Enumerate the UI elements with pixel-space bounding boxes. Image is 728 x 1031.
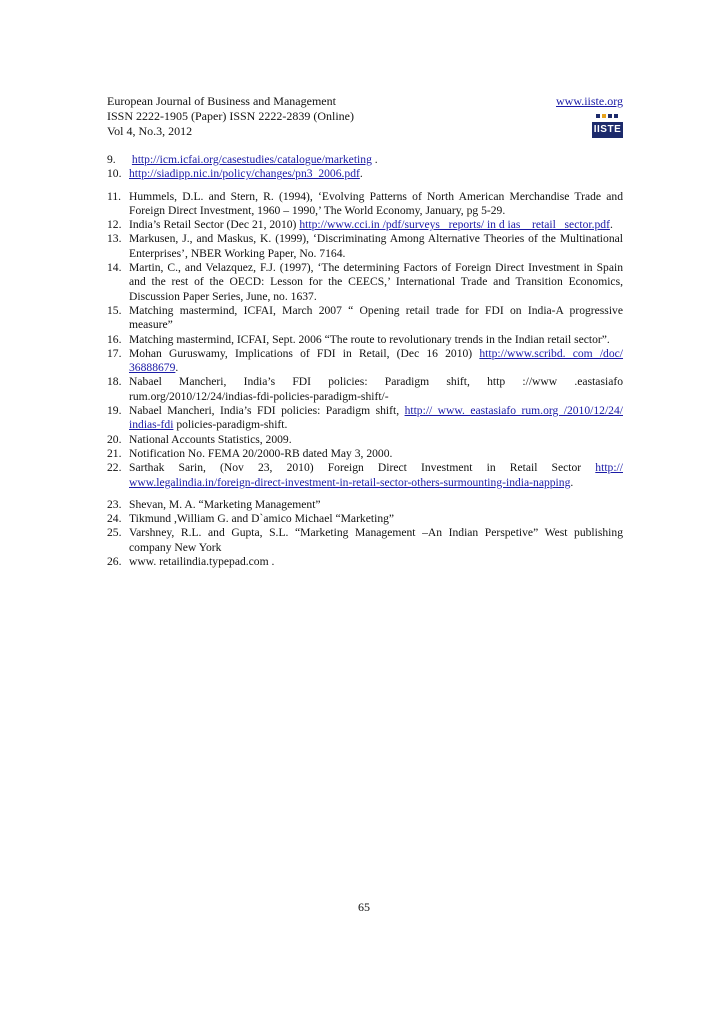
- reference-22: 22. Sarthak Sarin, (Nov 23, 2010) Foreign Direct Investment in Retail Sector http:// www.legalindia.in/foreign-direct-investment-in-retail-sector-others-surmounting-india-napping.: [107, 461, 623, 489]
- reference-16: 16. Matching mastermind, ICFAI, Sept. 2006 “The route to revolutionary trends in the Indian retail sector”.: [107, 332, 610, 346]
- reference-26: 26. www. retailindia.typepad.com .: [107, 555, 275, 569]
- page-header: [107, 94, 623, 139]
- reference-14: 14. Martin, C., and Velazquez, F.J. (1997), ‘The determining Factors of Foreign Direct Investment in Spain and the rest of the OECD: Lesson for the CEECS,’ International Trade and Transition Economics, Discussion Paper Series, June, no. 1637.: [107, 261, 623, 303]
- issn-line: ISSN 2222-1905 (Paper) ISSN 2222-2839 (Online): [107, 109, 354, 123]
- journal-title: European Journal of Business and Management: [107, 94, 336, 108]
- reference-10: 10. http://siadipp.nic.in/policy/changes/pn3_2006.pdf.: [107, 167, 363, 181]
- reference-13: 13. Markusen, J., and Maskus, K. (1999), ‘Discriminating Among Alternative Theories of the Multinational Enterprises’, NBER Working Paper, No. 7164.: [107, 232, 623, 260]
- reference-9: 9. http://icm.icfai.org/casestudies/catalogue/marketing .: [107, 153, 378, 166]
- reference-list: [107, 153, 623, 569]
- reference-21: 21. Notification No. FEMA 20/2000-RB dated May 3, 2000.: [107, 446, 393, 460]
- reference-18: 18. Nabael Mancheri, India’s FDI policies: Paradigm shift, http ://www .eastasiafo rum.org/2010/12/24/indias-fdi-policies-paradigm-shift/-: [107, 375, 623, 403]
- iiste-logo: [592, 112, 623, 138]
- reference-link[interactable]: http://icm.icfai.org/casestudies/catalogue/marketing: [131, 153, 372, 166]
- reference-12: 12. India’s Retail Sector (Dec 21, 2010) http://www.cci.in /pdf/surveys _reports/ in d ias _ retail _sector.pdf.: [107, 218, 613, 232]
- logo-text: IISTE: [592, 122, 623, 138]
- reference-link[interactable]: http://www.cci.in /pdf/surveys _reports/ in d ias _ retail _sector.pdf: [299, 218, 610, 232]
- reference-link[interactable]: http:// www. eastasiafo rum.org /2010/12/24/ indias-fdi: [129, 404, 623, 432]
- reference-link[interactable]: http:// www.legalindia.in/foreign-direct-investment-in-retail-sector-others-surmounting-india-napping: [129, 461, 623, 489]
- page-number: 65: [358, 900, 370, 914]
- reference-25: 25. Varshney, R.L. and Gupta, S.L. “Marketing Management –An Indian Perspetive” West publishing company New York: [107, 526, 623, 554]
- reference-link[interactable]: http://siadipp.nic.in/policy/changes/pn3_2006.pdf: [129, 167, 360, 181]
- reference-15: 15. Matching mastermind, ICFAI, March 2007 “ Opening retail trade for FDI on India-A progressive measure”: [107, 303, 623, 332]
- website-link[interactable]: www.iiste.org: [556, 94, 623, 108]
- reference-24: 24. Tikmund ,William G. and D`amico Michael “Marketing”: [107, 512, 395, 526]
- reference-11: 11. Hummels, D.L. and Stern, R. (1994), ‘Evolving Patterns of North American Merchandise Trade and Foreign Direct Investment, 1960 – 1990,’ The World Economy, January, pg 5-29.: [107, 189, 623, 217]
- reference-link[interactable]: http://www.scribd. com /doc/ 36888679: [129, 346, 624, 375]
- reference-20: 20. National Accounts Statistics, 2009.: [107, 432, 292, 446]
- reference-17: 17. Mohan Guruswamy, Implications of FDI in Retail, (Dec 16 2010) http://www.scribd. com /doc/ 36888679.: [107, 346, 624, 375]
- reference-19: 19. Nabael Mancheri, India’s FDI policies: Paradigm shift, http:// www. eastasiafo rum.org /2010/12/24/ indias-fdi policies-paradigm-shift.: [107, 404, 623, 432]
- reference-23: 23. Shevan, M. A. “Marketing Management”: [107, 497, 321, 511]
- volume-line: Vol 4, No.3, 2012: [107, 124, 193, 138]
